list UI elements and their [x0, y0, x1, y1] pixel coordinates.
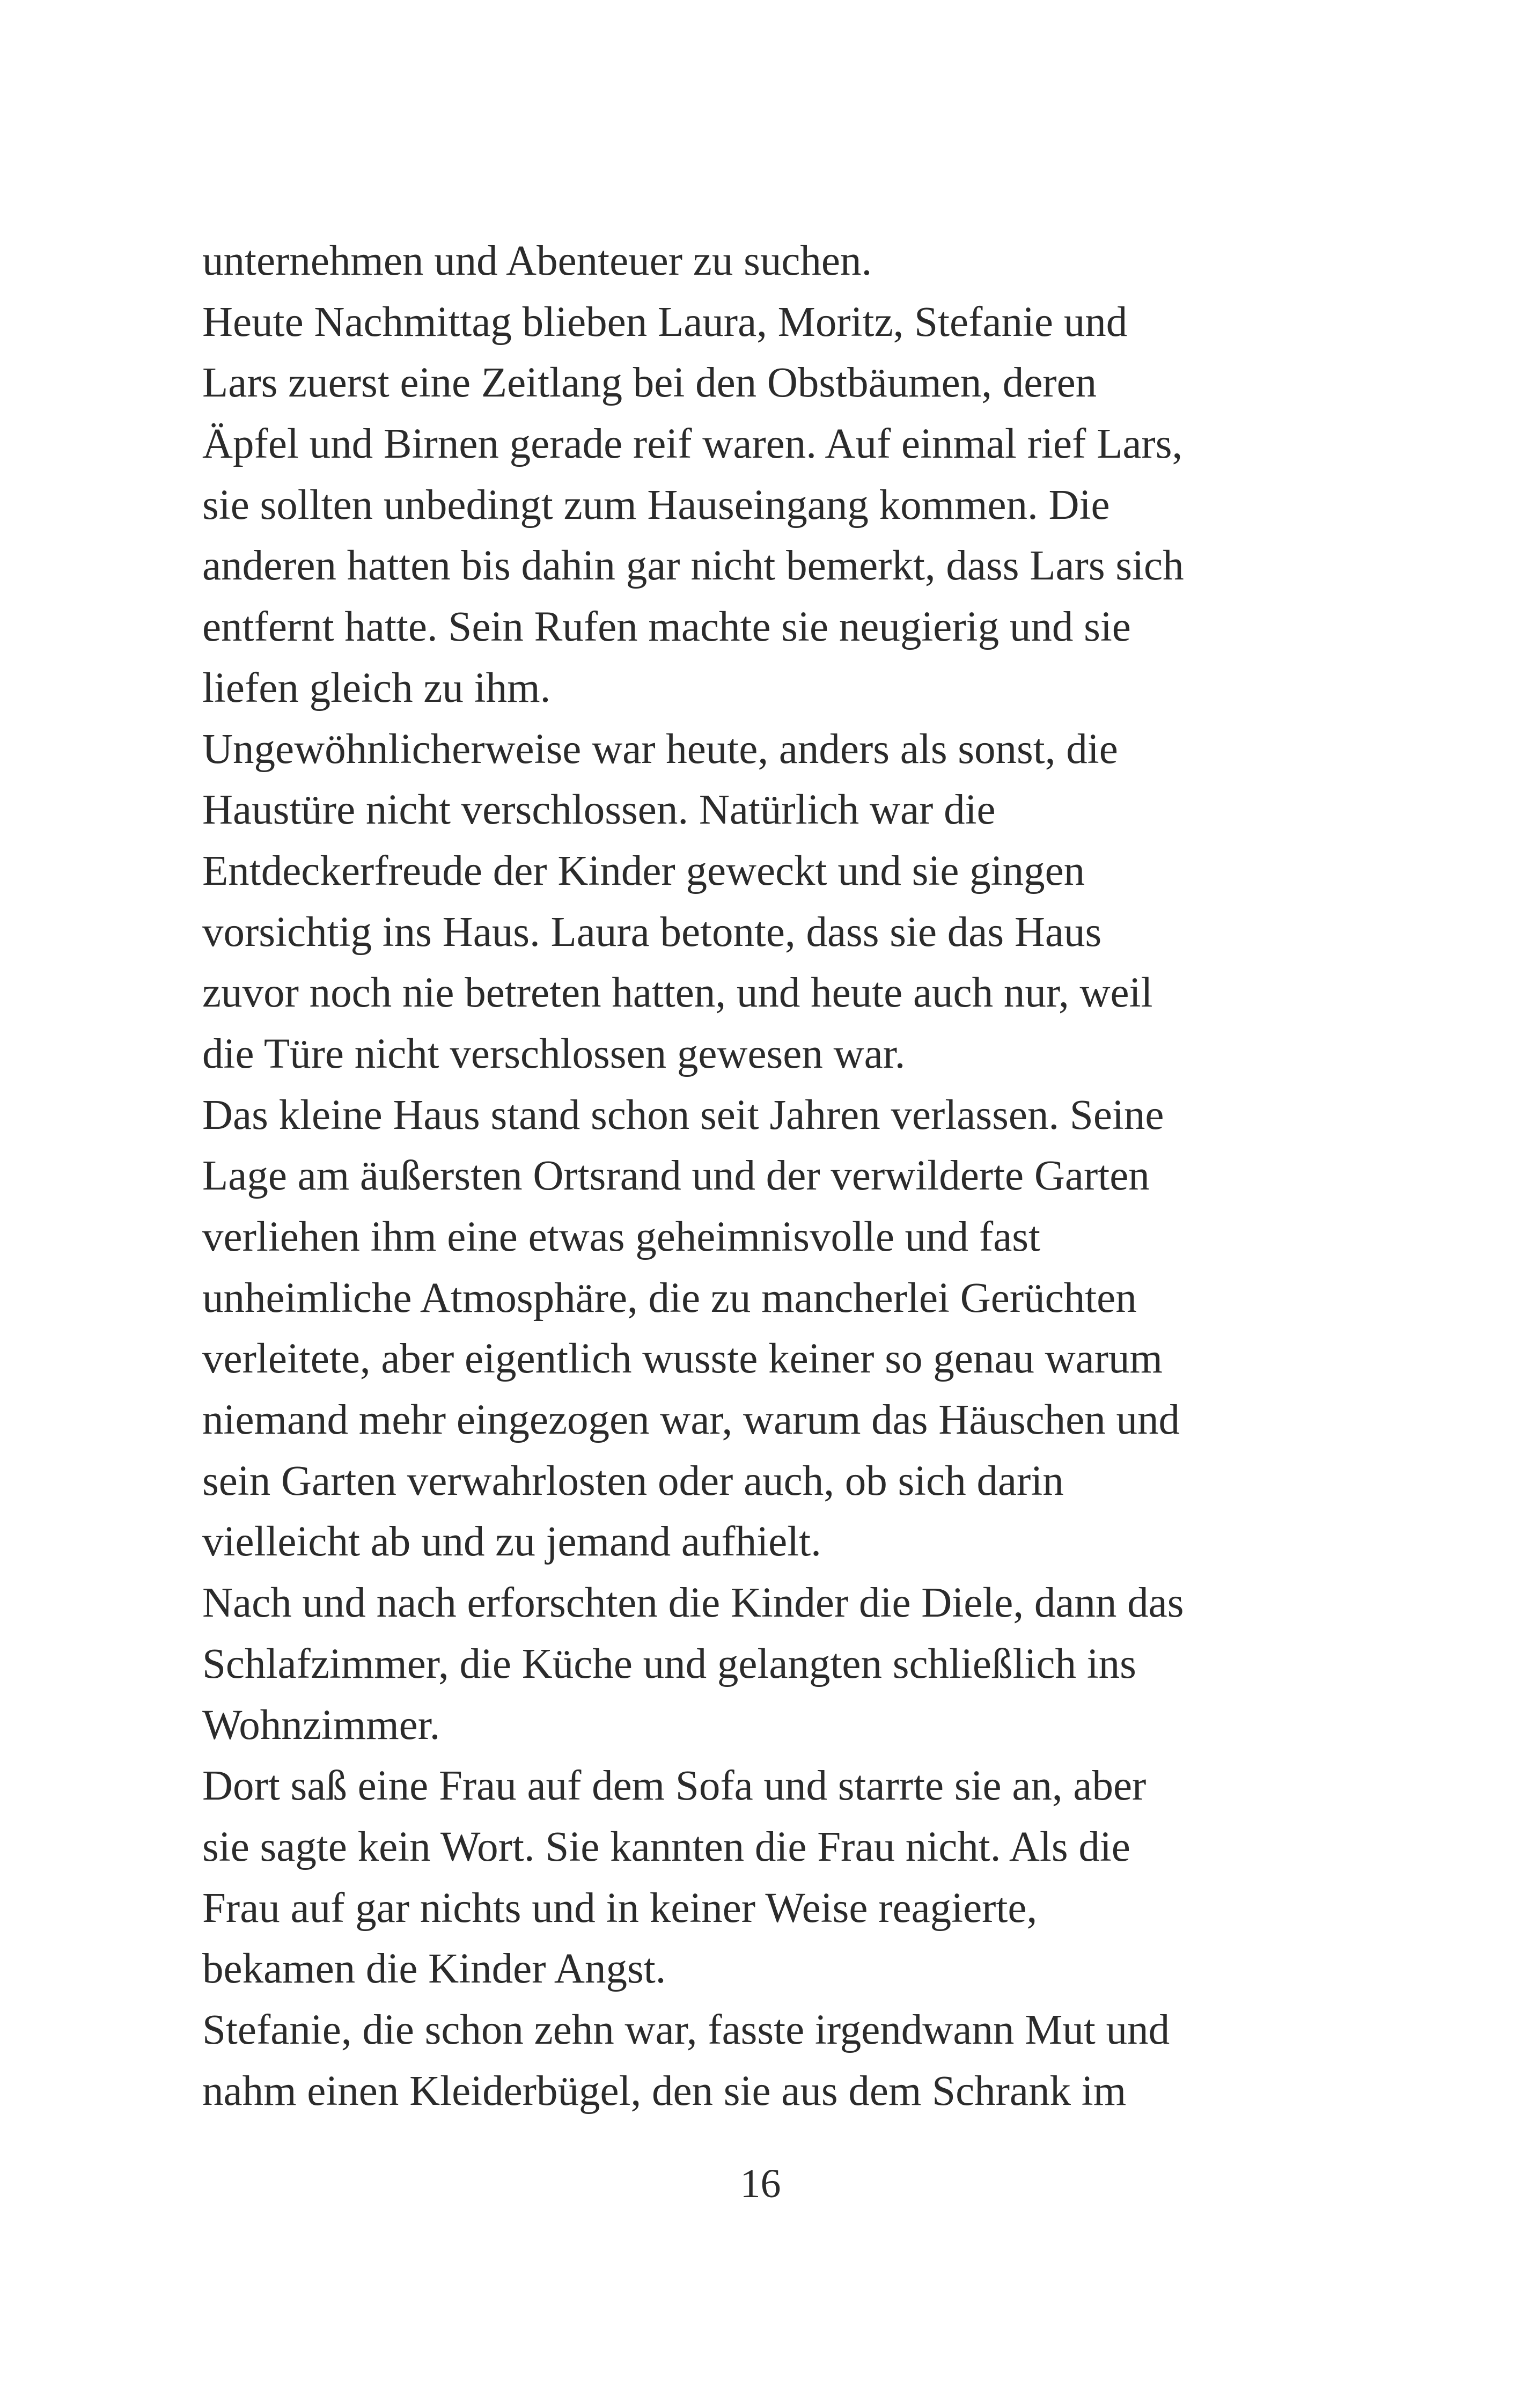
text-line: unheimliche Atmosphäre, die zu mancherlei Gerüchten — [202, 1274, 1137, 1322]
text-line: unternehmen und Abenteuer zu suchen. — [202, 238, 872, 284]
text-line: verleitete, aber eigentlich wusste keiner so genau warum — [202, 1335, 1163, 1383]
text-line: Schlafzimmer, die Küche und gelangten schließlich ins — [202, 1640, 1136, 1687]
text-line: verliehen ihm eine etwas geheimnisvolle und fast — [202, 1214, 1040, 1260]
text-line: nahm einen Kleiderbügel, den sie aus dem Schrank im — [202, 2067, 1127, 2115]
text-line: bekamen die Kinder Angst. — [202, 1946, 666, 1993]
text-line: Frau auf gar nichts und in keiner Weise reagierte, — [202, 1884, 1038, 1932]
text-line: entfernt hatte. Sein Rufen machte sie neugierig und sie — [202, 604, 1131, 651]
page-number: 16 — [740, 2161, 781, 2206]
text-line: vorsichtig ins Haus. Laura betonte, dass sie das Haus — [202, 908, 1102, 956]
text-line: die Türe nicht verschlossen gewesen war. — [202, 1030, 906, 1077]
text-line: zuvor noch nie betreten hatten, und heute auch nur, weil — [202, 970, 1153, 1017]
text-line: Stefanie, die schon zehn war, fasste irgendwann Mut und — [202, 2006, 1170, 2053]
text-line: Dort saß eine Frau auf dem Sofa und starrte sie an, aber — [202, 1763, 1147, 1810]
text-line: Nach und nach erforschten die Kinder die Diele, dann das — [202, 1580, 1184, 1627]
text-line: Ungewöhnlicherweise war heute, anders als sonst, die — [202, 725, 1118, 773]
text-line: Heute Nachmittag blieben Laura, Moritz, Stefanie und — [202, 298, 1128, 346]
text-line: anderen hatten bis dahin gar nicht bemerkt, dass Lars sich — [202, 542, 1184, 590]
text-line: sie sagte kein Wort. Sie kannten die Frau nicht. Als die — [202, 1823, 1130, 1870]
text-line: Lage am äußersten Ortsrand und der verwilderte Garten — [202, 1152, 1150, 1200]
text-line: Wohnzimmer. — [202, 1701, 440, 1749]
text-line: niemand mehr eingezogen war, warum das Häuschen und — [202, 1397, 1180, 1444]
text-line: vielleicht ab und zu jemand aufhielt. — [202, 1518, 821, 1566]
text-line: liefen gleich zu ihm. — [202, 664, 551, 711]
text-line: Entdeckerfreude der Kinder geweckt und sie gingen — [202, 847, 1085, 894]
text-line: sie sollten unbedingt zum Hauseingang kommen. Die — [202, 481, 1110, 528]
text-line: Das kleine Haus stand schon seit Jahren verlassen. Seine — [202, 1091, 1164, 1139]
text-line: sein Garten verwahrlosten oder auch, ob sich darin — [202, 1457, 1064, 1504]
text-line: Äpfel und Birnen gerade reif waren. Auf einmal rief Lars, — [202, 421, 1183, 468]
text-line: Haustüre nicht verschlossen. Natürlich war die — [202, 787, 996, 834]
text-line: Lars zuerst eine Zeitlang bei den Obstbäumen, deren — [202, 359, 1097, 407]
body-text — [202, 231, 1329, 2121]
